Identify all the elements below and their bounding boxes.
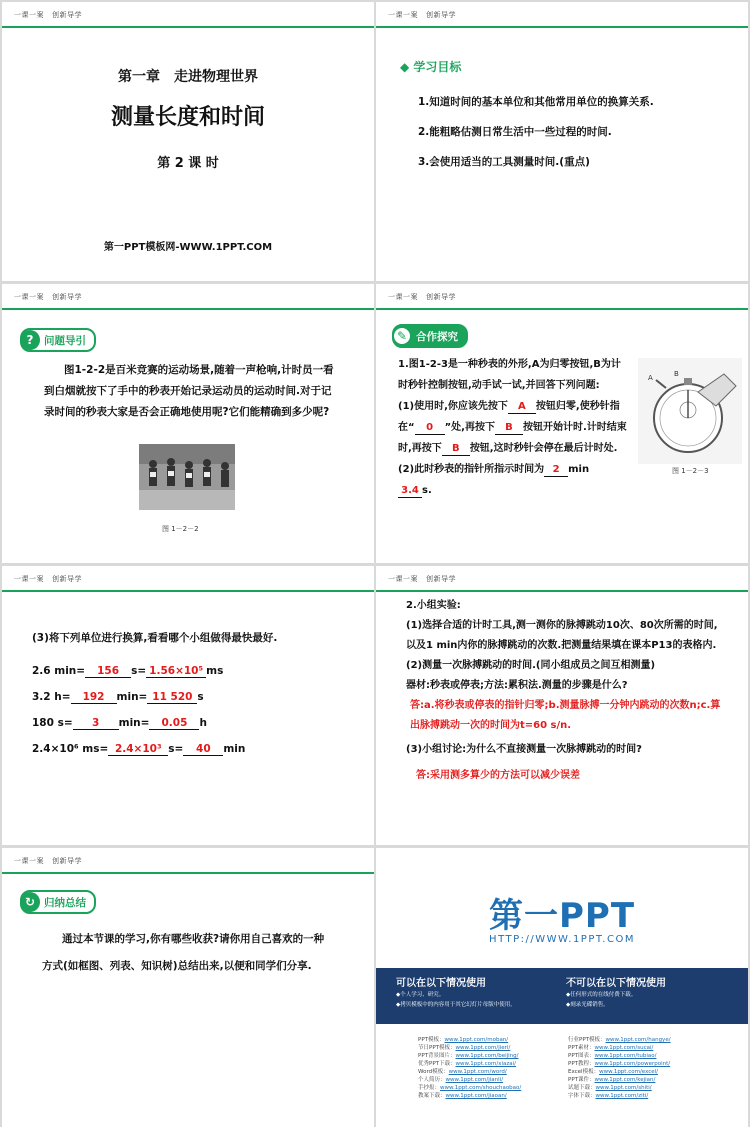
chapter-title: 第一章 走进物理世界 <box>118 69 258 85</box>
template-link-row <box>568 1076 671 1084</box>
objective-item: 3.会使用适当的工具测量时间.(重点) <box>418 156 590 168</box>
conversion-intro: (3)将下列单位进行换算,看看哪个小组做得最快最好. <box>32 632 278 644</box>
link-url[interactable]: www.1ppt.com/beijing/ <box>455 1053 519 1059</box>
link-label: PPT教程： <box>568 1061 595 1067</box>
answer-blank: 3.4 <box>398 485 422 498</box>
answer-blank: 0 <box>415 422 445 435</box>
slide-question <box>2 284 374 563</box>
slide-conversion <box>2 566 374 845</box>
template-link-row <box>568 1044 671 1052</box>
link-label: 个人简历： <box>418 1077 446 1083</box>
link-url[interactable]: www.1ppt.com/xiazai/ <box>455 1061 517 1067</box>
link-label: PPT模板： <box>418 1037 445 1043</box>
question-text: 图1-2-2是百米竞赛的运动场景,随着一声枪响,计时员一看到白烟就按下了手中的秒表开始记录运动员的运动时间.对于记录时间的秒表大家是否会正确地使用呢?它们能精确到多少呢? <box>44 364 334 418</box>
slide-header: 一课一案 创新导学 <box>14 293 82 301</box>
link-url[interactable]: www.1ppt.com/excel/ <box>599 1069 659 1075</box>
link-label: Word模板： <box>418 1069 449 1075</box>
label-a: A <box>648 374 653 382</box>
link-label: 行业PPT模板： <box>568 1037 606 1043</box>
template-link-row <box>568 1060 671 1068</box>
link-url[interactable]: www.1ppt.com/ziti/ <box>595 1093 649 1099</box>
label-b: B <box>674 370 679 378</box>
template-link-row <box>418 1060 521 1068</box>
template-link-row <box>418 1036 521 1044</box>
figure-caption: 图 1－2－3 <box>672 467 709 475</box>
conversion-row: 2.4×10⁶ ms= 2.4×10³ s= 40 min <box>32 743 246 755</box>
template-link-row <box>568 1068 671 1076</box>
links-right <box>568 1036 671 1100</box>
lesson-number: 第 2 课 时 <box>157 156 219 171</box>
conversion-row: 2.6 min= 156 s= 1.56×10⁵ ms <box>32 665 224 677</box>
template-link-row <box>418 1076 521 1084</box>
template-link-row <box>418 1044 521 1052</box>
template-link-row <box>418 1092 521 1100</box>
slide-header: 一课一案 创新导学 <box>388 11 456 19</box>
answer-blank: 1.56×10⁵ <box>146 665 206 678</box>
conversion-rows <box>32 658 245 762</box>
lesson-title: 测量长度和时间 <box>110 105 265 130</box>
question-icon: ? <box>20 330 40 350</box>
brand-url: HTTP://WWW.1PPT.COM <box>489 934 635 945</box>
link-url[interactable]: www.1ppt.com/shouchaobao/ <box>440 1085 522 1091</box>
link-label: 字体下载： <box>568 1093 596 1099</box>
answer-blank: 2 <box>544 464 568 477</box>
template-link-row <box>418 1068 521 1076</box>
conversion-row: 3.2 h= 192 min= 11 520 s <box>32 691 204 703</box>
brand-logo: 第一PPT <box>488 896 636 936</box>
answer-blank: 40 <box>183 743 223 756</box>
slide-summary <box>2 848 374 1127</box>
link-url[interactable]: www.1ppt.com/shiti/ <box>595 1085 652 1091</box>
link-label: 教案下载： <box>418 1093 446 1099</box>
link-label: PPT素材： <box>568 1045 595 1051</box>
header-divider <box>376 26 748 28</box>
slide-header: 一课一案 创新导学 <box>14 857 82 865</box>
race-photo <box>139 444 235 510</box>
header-divider <box>2 872 374 874</box>
figure-caption: 图 1－2－2 <box>162 525 199 533</box>
slide-header: 一课一案 创新导学 <box>388 575 456 583</box>
summary-text: 通过本节课的学习,你有哪些收获?请你用自己喜欢的一种方式(如框图、列表、知识树)总结出来,以便和同学们分享. <box>42 933 325 972</box>
link-url[interactable]: www.1ppt.com/jianli/ <box>445 1077 504 1083</box>
answer-text: 答:a.将秒表或停表的指针归零;b.测量脉搏一分钟内跳动的次数n;c.算出脉搏跳动一次的时间为t=60 s/n. <box>410 700 721 731</box>
usage-panel: 可以在以下情况使用 ◆个人学习、研究。 ◆拷贝模板中的内容用于其它幻灯片母版中使用。 不可以在以下情况使用 ◆任何形式的在线付费下载。 ◆刻录光碟销售。 <box>376 968 748 1024</box>
template-link-row <box>568 1092 671 1100</box>
template-link-row <box>568 1052 671 1060</box>
link-label: 手抄报： <box>418 1085 441 1091</box>
answer-blank: 156 <box>85 665 131 678</box>
site-label: 第一PPT模板网-WWW.1PPT.COM <box>103 242 273 253</box>
header-divider <box>376 308 748 310</box>
stopwatch-figure <box>638 358 742 464</box>
link-url[interactable]: www.1ppt.com/jieri/ <box>455 1045 511 1051</box>
slide-header: 一课一案 创新导学 <box>14 11 82 19</box>
conversion-row: 180 s= 3 min= 0.05 h <box>32 717 207 729</box>
link-label: 试题下载： <box>568 1085 596 1091</box>
link-url[interactable]: www.1ppt.com/tubiao/ <box>594 1053 657 1059</box>
answer-blank: B <box>495 422 523 435</box>
answer-blank: 0.05 <box>149 717 199 730</box>
template-link-row <box>418 1052 521 1060</box>
experiment-text: 2.小组实验: (1)选择合适的计时工具,测一测你的脉搏跳动10次、80次所需的时间,以及1 min内你的脉搏跳动的次数.把测量结果填在课本P13的表格内. (2)测量一次脉搏跳动的时间.(同小组成员之间互相测量) 器材:秒表或停表;方法:累积法.测量的步骤是什么? 答:a.将秒表或停表的指针归零;b.测量脉搏一分钟内跳动的次数n;c.算出脉搏跳动一次的时间为t=60 s/n. (3)小组讨论:为什么不直接测量一次脉搏跳动的时间? 答:采用测多算少的方法可以减少误差 <box>406 596 726 786</box>
template-link-row <box>568 1036 671 1044</box>
question-badge: ? 问题导引 <box>20 328 96 352</box>
link-label: PPT背景图片： <box>418 1053 456 1059</box>
header-divider <box>2 590 374 592</box>
answer-blank: 11 520 <box>147 691 197 704</box>
link-url[interactable]: www.1ppt.com/hangye/ <box>605 1037 671 1043</box>
link-label: PPT课件： <box>568 1077 595 1083</box>
answer-blank: 192 <box>71 691 117 704</box>
slide-explore <box>376 284 748 563</box>
header-divider <box>2 26 374 28</box>
link-url[interactable]: www.1ppt.com/moban/ <box>444 1037 509 1043</box>
link-label: 节日PPT模板： <box>418 1045 456 1051</box>
link-label: Excel模板： <box>568 1069 600 1075</box>
answer-blank: B <box>442 443 470 456</box>
template-link-row <box>418 1084 521 1092</box>
pencil-icon: ✎ <box>392 326 412 346</box>
link-url[interactable]: www.1ppt.com/jiaoan/ <box>445 1093 507 1099</box>
explore-badge: ✎ 合作探究 <box>392 324 468 348</box>
answer-blank: A <box>508 401 536 414</box>
summary-badge: ↻ 归纳总结 <box>20 890 96 914</box>
slide-title <box>2 2 374 281</box>
slide-experiment <box>376 566 748 845</box>
objective-item: 1.知道时间的基本单位和其他常用单位的换算关系. <box>418 96 654 108</box>
slide-objectives <box>376 2 748 281</box>
link-url[interactable]: www.1ppt.com/word/ <box>448 1069 507 1075</box>
link-label: 优秀PPT下载： <box>418 1061 456 1067</box>
link-url[interactable]: www.1ppt.com/kejian/ <box>594 1077 656 1083</box>
answer-blank: 2.4×10³ <box>108 743 168 756</box>
slide-ending <box>376 848 748 1127</box>
answer-text: 答:采用测多算少的方法可以减少误差 <box>416 770 580 781</box>
link-label: PPT图表： <box>568 1053 595 1059</box>
template-link-row <box>568 1084 671 1092</box>
diamond-icon: ◆ <box>400 60 414 74</box>
link-url[interactable]: www.1ppt.com/sucai/ <box>594 1045 654 1051</box>
explore-text: 1.图1-2-3是一种秒表的外形,A为归零按钮,B为计时秒针控制按钮,动手试一试,并回答下列问题: (1)使用时,你应该先按下 A 按钮归零,使秒针指在“ 0 ”处,再按下 B 按钮开始计时.计时结束时,再按下 B 按钮,这时秒针会停在最后计时处. (2)此时秒表的指针所指示时间为 2 min 3.4 s. <box>398 359 627 496</box>
slide-header: 一课一案 创新导学 <box>14 575 82 583</box>
objective-item: 2.能粗略估测日常生活中一些过程的时间. <box>418 126 612 138</box>
link-url[interactable]: www.1ppt.com/powerpoint/ <box>594 1061 671 1067</box>
objectives-heading: ◆ 学习目标 <box>400 60 462 74</box>
header-divider <box>376 590 748 592</box>
refresh-icon: ↻ <box>20 892 40 912</box>
header-divider <box>2 308 374 310</box>
slide-header: 一课一案 创新导学 <box>388 293 456 301</box>
links-left <box>418 1036 521 1100</box>
answer-blank: 3 <box>73 717 119 730</box>
